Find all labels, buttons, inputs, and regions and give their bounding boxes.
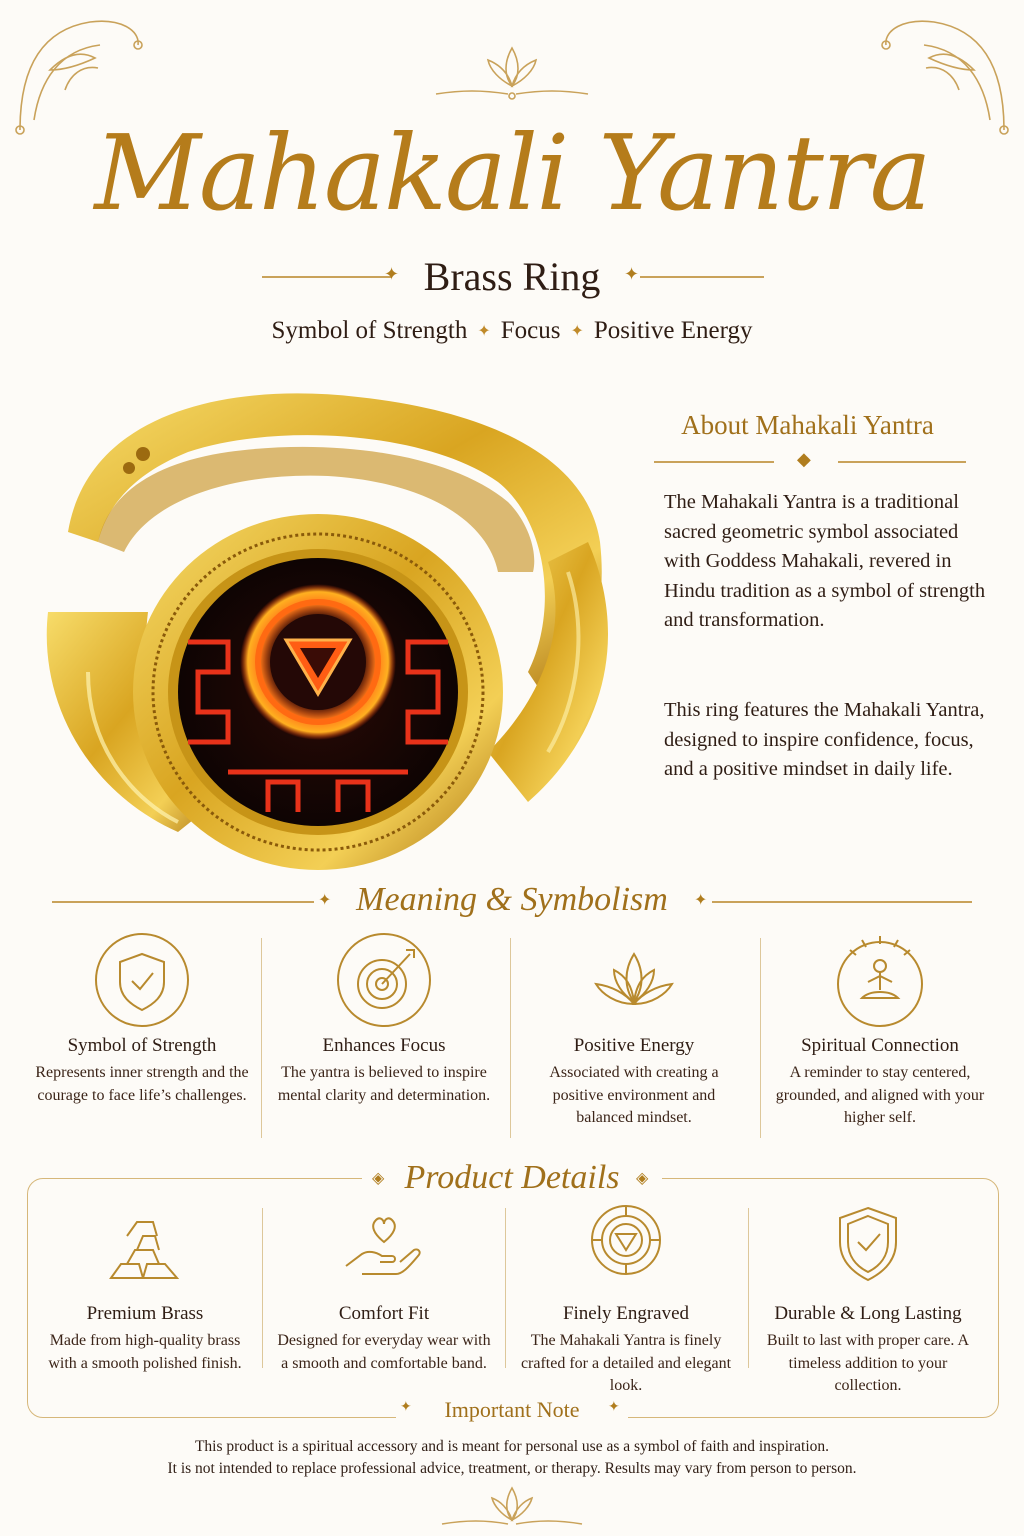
star-icon: ✦ xyxy=(608,1400,620,1415)
about-paragraph-1: The Mahakali Yantra is a traditional sacred geometric symbol associated with Goddess Mahakali, revered in Hindu tradition as a symbol of strength and transformation. xyxy=(664,491,986,631)
details-item-brass xyxy=(27,1200,263,1375)
meaning-item-strength xyxy=(24,932,260,1107)
diamond-ornament: ◆ xyxy=(797,449,811,469)
meaning-item-energy xyxy=(516,932,752,1130)
divider xyxy=(510,938,511,1138)
note-line-1: This product is a spiritual accessory and is meant for personal use as a symbol of faith and inspiration. xyxy=(194,1438,830,1455)
star-icon: ✦ xyxy=(477,323,491,341)
meaning-item-spiritual xyxy=(762,932,998,1130)
meaning-rule-right xyxy=(712,901,972,903)
heart-hand-icon xyxy=(336,1200,432,1296)
star-icon: ✦ xyxy=(570,323,584,341)
item-description: Made from high-quality brass with a smooth polished finish. xyxy=(48,1332,242,1372)
meditation-icon xyxy=(832,932,928,1028)
star-icon: ✦ xyxy=(400,1400,412,1415)
about-paragraph-2: This ring features the Mahakali Yantra, designed to inspire confidence, focus, and a positive mindset in daily life. xyxy=(664,699,985,780)
item-title: Enhances Focus xyxy=(322,1035,446,1056)
important-note-text xyxy=(0,1436,1024,1480)
star-icon: ✦ xyxy=(694,892,708,909)
divider xyxy=(748,1208,749,1368)
item-description: A reminder to stay centered, grounded, and aligned with your higher self. xyxy=(775,1064,985,1126)
item-description: Designed for everyday wear with a smooth and comfortable band. xyxy=(277,1332,491,1372)
meaning-item-focus xyxy=(266,932,502,1107)
tagline-item-energy: Positive Energy xyxy=(593,317,753,344)
lotus-icon xyxy=(586,932,682,1028)
item-title: Premium Brass xyxy=(86,1303,204,1324)
important-note-title: Important Note xyxy=(444,1397,580,1422)
details-section-title: Product Details xyxy=(404,1159,620,1196)
item-title: Positive Energy xyxy=(573,1035,695,1056)
item-title: Symbol of Strength xyxy=(67,1035,217,1056)
top-lotus-ornament xyxy=(432,40,592,110)
details-item-engraved xyxy=(508,1200,744,1398)
item-title: Durable & Long Lasting xyxy=(774,1303,962,1324)
product-subtitle: Brass Ring xyxy=(423,254,601,299)
shield-check-icon xyxy=(94,932,190,1028)
about-title: About Mahakali Yantra xyxy=(681,410,934,440)
tagline-item-strength: Symbol of Strength xyxy=(271,317,468,344)
item-description: Built to last with proper care. A timeless addition to your collection. xyxy=(766,1332,970,1394)
subtitle-rule-right xyxy=(640,276,764,278)
divider xyxy=(261,938,262,1138)
diamond-ornament: ◈ xyxy=(372,1170,385,1187)
engraved-yantra-icon xyxy=(578,1200,674,1296)
brass-bars-icon xyxy=(97,1200,193,1296)
diamond-ornament-left: ✦ xyxy=(384,264,400,284)
item-description: The Mahakali Yantra is finely crafted for a detailed and elegant look. xyxy=(520,1332,732,1394)
item-title: Spiritual Connection xyxy=(801,1035,959,1056)
product-title: Mahakali Yantra xyxy=(94,112,930,234)
item-title: Comfort Fit xyxy=(338,1303,430,1324)
tagline xyxy=(0,313,1024,350)
star-icon: ✦ xyxy=(318,892,332,909)
item-description: Associated with creating a positive environment and balanced mindset. xyxy=(549,1064,719,1126)
details-item-comfort xyxy=(266,1200,502,1375)
target-icon xyxy=(336,932,432,1028)
meaning-section-title: Meaning & Symbolism xyxy=(356,881,668,918)
diamond-ornament-right: ✦ xyxy=(624,264,640,284)
divider xyxy=(760,938,761,1138)
item-description: Represents inner strength and the courage to face life’s challenges. xyxy=(35,1064,249,1104)
ring-image xyxy=(28,372,628,872)
shield-check-icon xyxy=(820,1200,916,1296)
about-rule-left xyxy=(654,461,774,463)
item-description: The yantra is believed to inspire mental clarity and determination. xyxy=(277,1064,491,1104)
item-title: Finely Engraved xyxy=(562,1303,690,1324)
about-rule-right xyxy=(838,461,966,463)
tagline-item-focus: Focus xyxy=(500,317,561,344)
diamond-ornament: ◈ xyxy=(636,1170,649,1187)
divider xyxy=(505,1208,506,1368)
details-item-durable xyxy=(750,1200,986,1398)
bottom-lotus-ornament xyxy=(432,1482,592,1532)
note-line-2: It is not intended to replace professional advice, treatment, or therapy. Results may vary from person to person. xyxy=(167,1460,857,1477)
